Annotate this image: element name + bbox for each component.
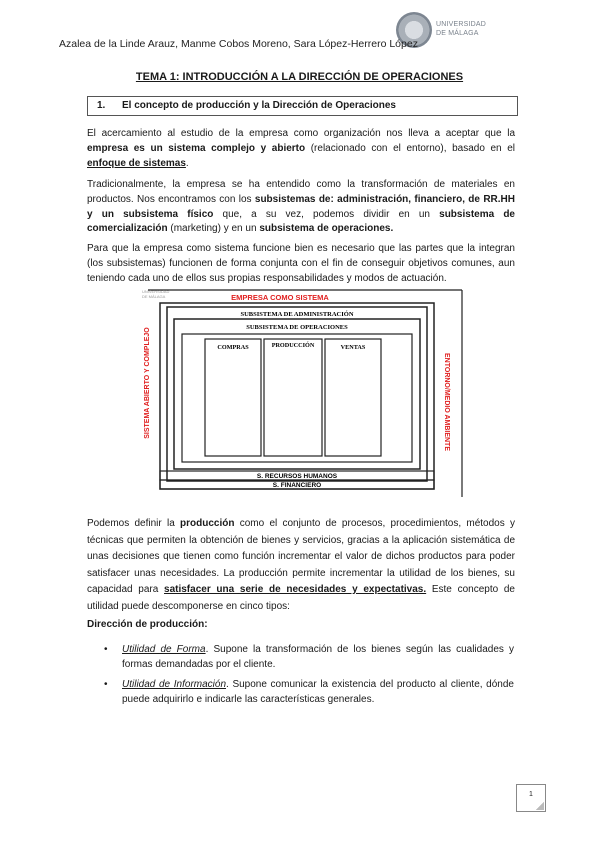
university-logo-text (436, 20, 486, 38)
list-item (104, 643, 514, 675)
p2-text-a: Tradicionalmente, la empresa se ha entendido como la transformación de materiales en productos. Nos encontramos con los (87, 179, 515, 205)
ventas-box (325, 339, 381, 456)
p4-text-c: como el conjunto de procesos, procedimientos, métodos y técnicas que permiten la obtención de bienes y servicios, gracias a la aplicación sistemática de unas decisiones que tienen como función incrementar el valor de dichos productos para poder satisfacer unas necesidades. La producción permite incrementar la utilidad de los bienes, su capacidad para (87, 518, 515, 595)
p4-bold-b: producción (180, 518, 235, 529)
operaciones-inner-box (182, 334, 412, 462)
p2-text-c: que, a su vez, podemos dividir en un (213, 208, 440, 220)
p2-bold-d: subsistema de comercialización (87, 208, 515, 235)
compras-label: COMPRAS (217, 344, 249, 351)
page-number: 1 (529, 791, 533, 798)
section-number: 1. (97, 100, 106, 111)
p4-text-e: Este concepto de utilidad puede descomponerse en cinco tipos: (87, 584, 515, 612)
logo-line-1: UNIVERSIDAD (436, 21, 487, 28)
p4-text-a: Podemos definir la (87, 518, 181, 529)
paragraph-3: Para que la empresa como sistema funcione bien es necesario que las partes que la integran (los subsistemas) funcionen de forma conjunta con el fin de conseguir objetivos comunes, aun teniendo cada uno de ellos sus propias responsabilidades y modos de actuación. (87, 243, 515, 284)
compras-box (205, 339, 261, 456)
logo-line-2: DE MÁLAGA (436, 30, 479, 37)
list-item-body: . Supone comunicar la existencia del producto al cliente, dónde puede adquirirlo e indicarle las características generales. (122, 679, 514, 705)
p2-bold-f: subsistema de operaciones. (259, 223, 394, 235)
list-item (104, 678, 514, 710)
produccion-label: PRODUCCIÓN (271, 342, 315, 349)
produccion-box (264, 339, 322, 456)
p1-text-e: . (185, 157, 189, 169)
paragraph-2 (87, 178, 515, 237)
p1-underlined-d: enfoque de sistemas (87, 157, 186, 169)
diagram-watermark-1: UNIVERSIDAD (142, 289, 170, 294)
page-fold-icon (536, 802, 544, 810)
p1-bold-b: empresa es un sistema complejo y abierto (87, 142, 306, 154)
administracion-label: SUBSISTEMA DE ADMINISTRACIÓN (240, 311, 354, 318)
diagram-watermark-2: DE MÁLAGA (142, 294, 166, 299)
operaciones-label: SUBSISTEMA DE OPERACIONES (246, 324, 348, 331)
list-item-term: Utilidad de Información (122, 679, 227, 690)
bullet-icon: • (104, 644, 108, 655)
authors: Azalea de la Linde Arauz, Manme Cobos Moreno, Sara López-Herrero López (59, 38, 418, 50)
p1-text-c: (relacionado con el entorno), basado en el (305, 142, 515, 154)
rrhh-label: S. RECURSOS HUMANOS (256, 473, 338, 480)
ventas-label: VENTAS (340, 344, 366, 351)
paragraph-4 (87, 516, 515, 615)
page-title: TEMA 1: INTRODUCCIÓN A LA DIRECCIÓN DE OPERACIONES (135, 71, 464, 83)
bullet-icon: • (104, 679, 108, 690)
p2-bold-b: subsistemas de: administración, financiero, de RR.HH y un subsistema físico (87, 193, 515, 220)
section-title: El concepto de producción y la Dirección de Operaciones (122, 100, 396, 111)
list-item-term: Utilidad de Forma (122, 644, 206, 655)
list-item-text (122, 678, 514, 708)
empresa-sistema-diagram (140, 287, 467, 497)
list-item-body: . Supone la transformación de los bienes según las cualidades y formas demandadas por el cliente. (122, 644, 514, 670)
p2-text-e: (marketing) y en un (167, 223, 260, 235)
paragraph-1 (87, 127, 515, 171)
left-side-label: SISTEMA ABIERTO Y COMPLEJO (144, 327, 151, 439)
financiero-label: S. FINANCIERO (272, 482, 322, 489)
administracion-box (167, 307, 427, 481)
p1-text-a: El acercamiento al estudio de la empresa como organización nos lleva a aceptar que la (87, 128, 515, 139)
section-heading-box (87, 96, 518, 116)
p4-underlined-d: satisfacer una serie de necesidades y expectativas. (164, 584, 427, 595)
empresa-label: EMPRESA COMO SISTEMA (231, 293, 329, 302)
right-side-label: ENTORNO/MEDIO AMBIENTE (443, 352, 450, 452)
list-item-text (122, 643, 514, 673)
subheading-direccion: Dirección de producción: (87, 619, 208, 630)
